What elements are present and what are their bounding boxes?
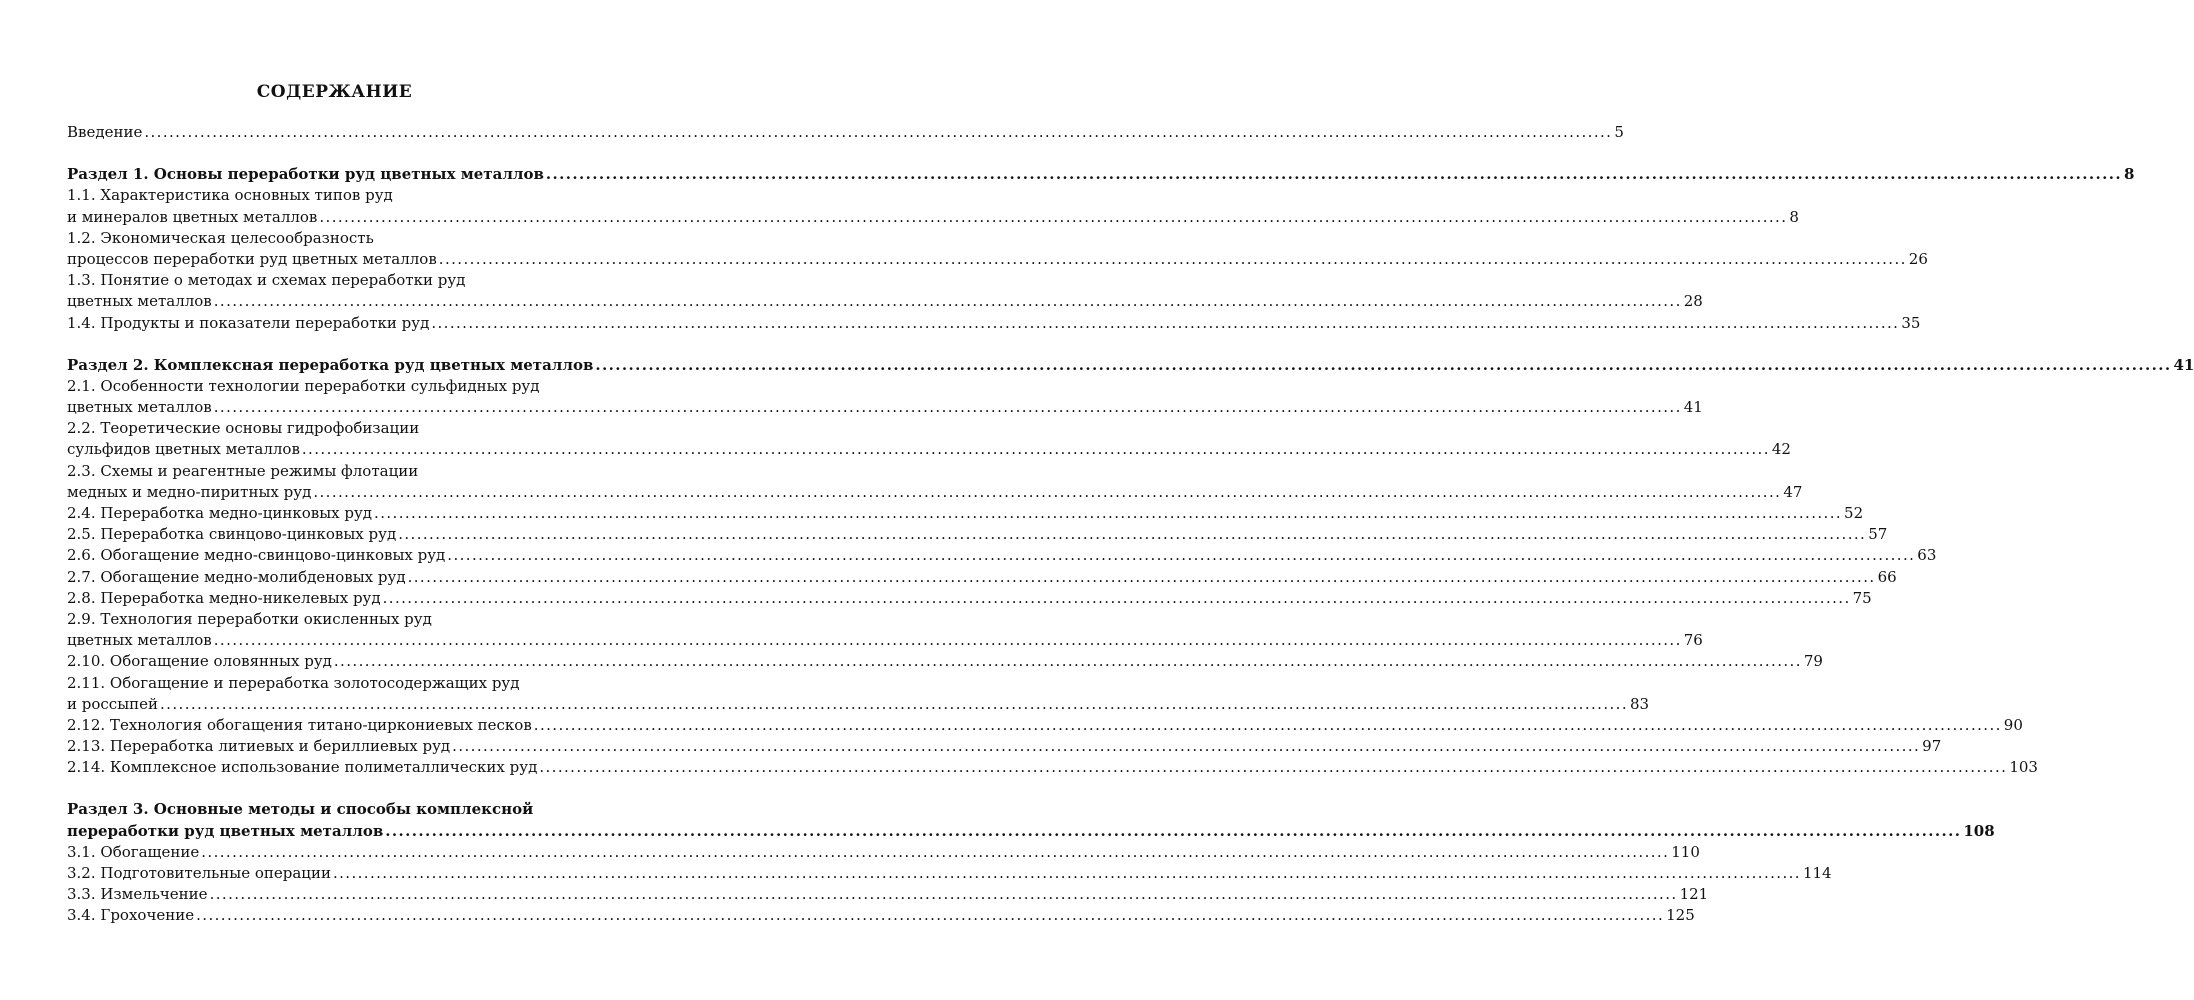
toc-entry-text: 1.1. Характеристика основных типов руд	[67, 186, 393, 205]
toc-entry-text: цветных металлов	[67, 631, 212, 650]
toc-entry-line	[67, 418, 602, 439]
toc-item	[67, 567, 1897, 588]
toc-entry-text: 2.4. Переработка медно-цинковых руд	[67, 504, 373, 522]
toc-entry-line-with-page	[67, 567, 1897, 588]
toc-entry-line-with-page	[67, 884, 1709, 905]
page-number: 63	[1917, 546, 1937, 565]
dot-leader	[532, 715, 2004, 736]
toc-entry-text: 2.7. Обогащение медно-молибденовых руд	[67, 567, 406, 586]
page-number: 108	[1963, 821, 1995, 840]
dot-leader	[383, 821, 1963, 842]
page-number: 97	[1922, 737, 1942, 756]
page-number: 103	[2009, 758, 2038, 777]
toc-entry-text: 2.14. Комплексное использование полиметаллических руд	[67, 758, 538, 777]
toc-entry-line-with-page	[67, 736, 1942, 757]
toc-entry-text: переработки руд цветных металлов	[67, 821, 384, 840]
dot-leader	[537, 757, 2009, 778]
toc-item	[67, 376, 1703, 418]
dot-leader	[406, 567, 1878, 588]
page-number: 110	[1671, 842, 1700, 861]
dot-leader	[212, 630, 1684, 651]
toc-entry-line-with-page	[67, 249, 1928, 270]
toc-entry-line-with-page	[67, 821, 1995, 842]
toc-entry-text: сульфидов цветных металлов	[67, 440, 300, 459]
toc-entry-line-with-page	[67, 291, 1703, 312]
toc-entry-line-with-page	[67, 503, 1864, 524]
toc-entry-text: 2.10. Обогащение оловянных руд	[67, 652, 332, 671]
toc-item	[67, 270, 1703, 312]
toc-item	[67, 884, 1709, 905]
page-number: 57	[1868, 525, 1888, 544]
toc-item	[67, 503, 1864, 524]
toc-entry-text: цветных металлов	[67, 292, 212, 311]
toc-entry-line-with-page	[67, 439, 1791, 460]
dot-leader	[212, 291, 1684, 312]
toc-entry-text: цветных металлов	[67, 398, 212, 417]
toc-entry-text: 3.3. Измельчение	[67, 885, 208, 904]
dot-leader	[396, 524, 1868, 545]
toc-item	[67, 313, 1921, 334]
toc-entry-text: 2.12. Технология обогащения титано-циркониевых песков	[67, 715, 532, 734]
dot-leader	[544, 164, 2124, 185]
toc-section-heading	[67, 355, 2194, 376]
toc-entry-text: процессов переработки руд цветных металлов	[67, 249, 437, 268]
page-number: 114	[1802, 864, 1832, 882]
toc-entry-line-with-page	[67, 715, 2023, 736]
page-number: 8	[1789, 207, 1799, 226]
dot-leader	[445, 545, 1917, 566]
toc-item	[67, 588, 1872, 609]
toc-entry-line	[67, 270, 602, 291]
toc-entry-line-with-page	[67, 842, 1700, 863]
page-number: 41	[2173, 355, 2194, 374]
dot-leader	[300, 439, 1772, 460]
toc-entry-line-with-page	[67, 651, 1823, 672]
toc-item	[67, 673, 1650, 715]
toc-entry-line-with-page	[67, 207, 1799, 228]
toc-entry-line-with-page	[67, 482, 1803, 503]
dot-leader	[593, 355, 2173, 376]
page-number: 28	[1683, 292, 1703, 311]
page-number: 79	[1803, 652, 1823, 671]
toc-entry-line-with-page	[67, 524, 1888, 545]
page-number: 66	[1877, 567, 1897, 586]
toc-entry-text: 2.2. Теоретические основы гидрофобизации	[67, 419, 420, 438]
page-number: 90	[2003, 715, 2023, 734]
toc-entry-line	[67, 228, 602, 249]
toc-entry-text: Введение	[67, 123, 143, 141]
page-number: 26	[1908, 249, 1928, 268]
toc-entry-text: Раздел 2. Комплексная переработка руд цветных металлов	[67, 355, 594, 374]
toc-item	[67, 757, 2038, 778]
toc-item	[67, 418, 1791, 460]
toc-entry-line-with-page	[67, 397, 1703, 418]
dot-leader	[381, 588, 1853, 609]
toc-entry-text: Раздел 3. Основные методы и способы комплексной	[67, 800, 534, 819]
toc-entry-text: 2.5. Переработка свинцово-цинковых руд	[67, 525, 397, 544]
toc-item	[67, 609, 1703, 651]
toc-entry-text: 3.2. Подготовительные операции	[67, 864, 331, 882]
toc-section-heading	[67, 799, 1995, 841]
dot-leader	[199, 842, 1671, 863]
toc-entry-line-with-page	[67, 545, 1937, 566]
page-number: 83	[1630, 694, 1650, 713]
toc-section-heading	[67, 164, 2135, 185]
toc-entry-line-with-page	[67, 905, 1695, 926]
toc-entry-text: и минералов цветных металлов	[67, 207, 318, 226]
toc-entry-text: 1.3. Понятие о методах и схемах переработки руд	[67, 271, 466, 290]
toc-entry-text: 2.1. Особенности технологии переработки сульфидных руд	[67, 376, 540, 395]
page-number: 35	[1901, 313, 1921, 332]
table-of-contents	[67, 122, 2194, 927]
page-number: 121	[1679, 885, 1709, 904]
dot-leader	[331, 863, 1803, 884]
dot-leader	[450, 736, 1922, 757]
toc-entry-text: 1.2. Экономическая целесообразность	[67, 228, 374, 247]
dot-leader	[158, 694, 1630, 715]
dot-leader	[332, 651, 1804, 672]
dot-leader	[142, 122, 1614, 143]
toc-entry-line	[67, 673, 602, 694]
toc-entry-line-with-page	[67, 694, 1650, 715]
page-number: 5	[1614, 123, 1624, 141]
toc-entry-line	[67, 376, 602, 397]
page-number: 52	[1844, 504, 1864, 522]
dot-leader	[317, 207, 1789, 228]
dot-leader	[194, 905, 1666, 926]
toc-entry-text: медных и медно-пиритных руд	[67, 482, 312, 501]
toc-entry-line-with-page	[67, 164, 2135, 185]
toc-entry-line-with-page	[67, 588, 1872, 609]
dot-leader	[437, 249, 1909, 270]
page-number: 8	[2123, 165, 2135, 184]
toc-item	[67, 228, 1928, 270]
toc-entry-text: 2.8. Переработка медно-никелевых руд	[67, 588, 381, 607]
page-number: 47	[1783, 482, 1803, 501]
toc-item	[67, 545, 1937, 566]
dot-leader	[311, 482, 1783, 503]
toc-entry-line-with-page	[67, 863, 1832, 884]
toc-entry-text: 3.4. Грохочение	[67, 906, 195, 925]
toc-item	[67, 524, 1888, 545]
page-number: 41	[1683, 398, 1703, 417]
toc-entry-text: 3.1. Обогащение	[67, 842, 200, 861]
toc-entry-line	[67, 185, 602, 206]
page-number: 125	[1666, 906, 1695, 925]
dot-leader	[212, 397, 1684, 418]
toc-entry-text: 1.4. Продукты и показатели переработки руд	[67, 313, 430, 332]
dot-leader	[429, 313, 1901, 334]
toc-entry-text: 2.3. Схемы и реагентные режимы флотации	[67, 461, 419, 480]
toc-item	[67, 185, 1799, 227]
toc-chapter-entry	[67, 122, 1624, 143]
toc-entry-text: 2.6. Обогащение медно-свинцово-цинковых руд	[67, 546, 446, 565]
toc-entry-line-with-page	[67, 630, 1703, 651]
toc-entry-line-with-page	[67, 757, 2038, 778]
toc-entry-text: 2.9. Технология переработки окисленных руд	[67, 609, 432, 628]
toc-item	[67, 905, 1695, 926]
page-number: 76	[1683, 631, 1703, 650]
toc-entry-line	[67, 461, 602, 482]
toc-entry-line	[67, 799, 602, 820]
page-number: 75	[1852, 588, 1872, 607]
dot-leader	[372, 503, 1844, 524]
toc-item	[67, 842, 1700, 863]
page-title: СОДЕРЖАНИЕ	[256, 82, 413, 102]
toc-item	[67, 736, 1942, 757]
toc-entry-line-with-page	[67, 355, 2194, 376]
toc-entry-text: 2.11. Обогащение и переработка золотосодержащих руд	[67, 673, 520, 692]
toc-entry-text: 2.13. Переработка литиевых и бериллиевых руд	[67, 737, 451, 756]
toc-entry-line-with-page	[67, 313, 1921, 334]
toc-entry-text: и россыпей	[67, 694, 159, 713]
page-number: 42	[1771, 440, 1791, 459]
toc-item	[67, 715, 2023, 736]
dot-leader	[208, 884, 1680, 905]
toc-entry-line-with-page	[67, 122, 1624, 143]
toc-item	[67, 863, 1832, 884]
toc-entry-line	[67, 609, 602, 630]
toc-entry-text: Раздел 1. Основы переработки руд цветных металлов	[67, 165, 544, 184]
toc-item	[67, 461, 1803, 503]
toc-item	[67, 651, 1823, 672]
